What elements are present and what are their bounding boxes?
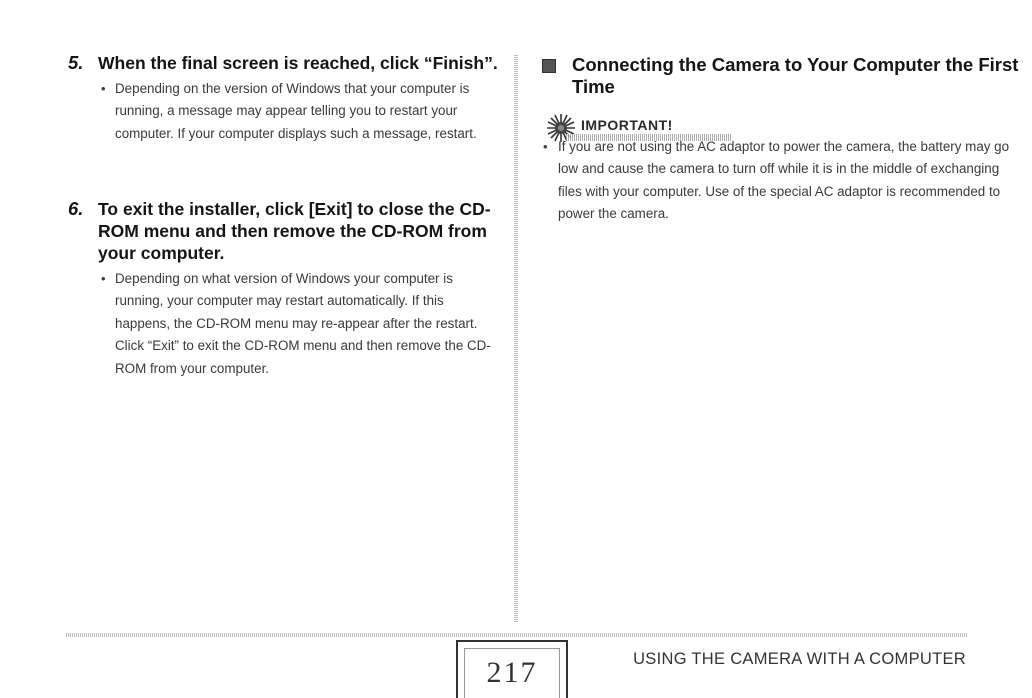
footer-divider [66,633,968,637]
section-title: Connecting the Camera to Your Computer the First Time [572,54,1019,97]
step-6-heading [68,198,498,264]
important-bullet-text: If you are not using the AC adaptor to power the camera, the battery may go low and cause the camera to turn off while it is in the middle of exchanging files with your computer. Use of the special AC adaptor is recommended to power the camera. [558,139,1010,222]
step-6-number: 6. [68,198,84,219]
step-6 [68,198,498,380]
step-5-bullet-text: Depending on the version of Windows that your computer is running, a message may appear telling you to restart your computer. If your computer displays such a message, restart. [115,81,477,141]
step-5-bullet [68,78,498,145]
step-5-heading-text: When the final screen is reached, click “Finish”. [98,53,498,73]
step-5-heading [68,52,498,74]
page-number-box [456,640,568,698]
chapter-title: USING THE CAMERA WITH A COMPUTER [633,650,966,668]
step-6-heading-text: To exit the installer, click [Exit] to close the CD-ROM menu and then remove the CD-ROM from your computer. [98,199,491,263]
step-6-bullet-text: Depending on what version of Windows your computer is running, your computer may restart automatically. If this happens, the CD-ROM menu may re-appear after the restart. Click “Exit” to exit the CD-ROM menu and then remove the CD-ROM from your computer. [115,271,491,376]
column-divider [514,55,518,623]
step-5-number: 5. [68,52,84,73]
important-bullet [540,136,1018,226]
step-5 [68,52,498,145]
bullet-icon: • [101,81,106,96]
section-marker-icon [542,59,556,73]
bullet-icon: • [543,139,548,154]
page-number: 217 [486,656,538,689]
important-label: IMPORTANT! [581,117,673,133]
step-6-bullet [68,268,498,380]
bullet-icon: • [101,271,106,286]
section-heading [540,54,1032,98]
